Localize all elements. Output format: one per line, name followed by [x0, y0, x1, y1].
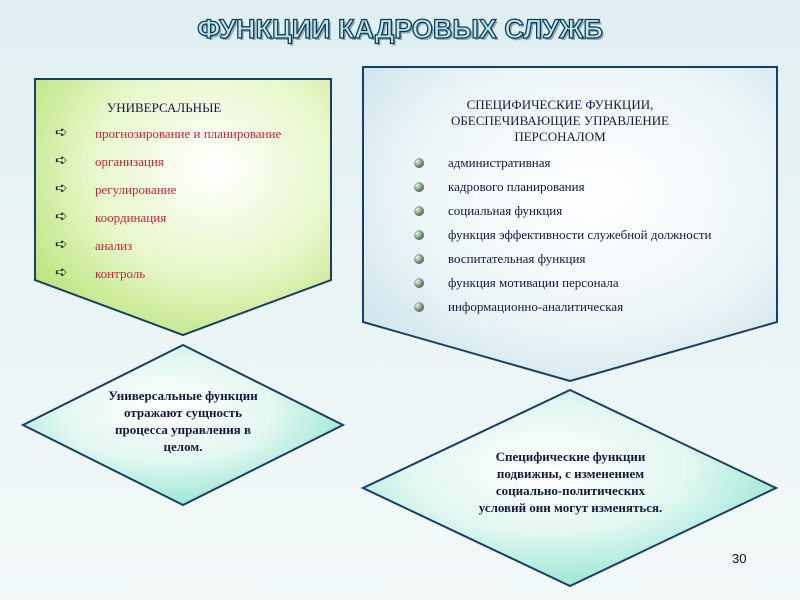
list-item: социальная функция	[410, 203, 730, 219]
specific-note-text: Специфические функции подвижны, с изменением социально-политических условий они могут изменяться.	[478, 449, 663, 515]
bullet-icon	[414, 182, 424, 192]
bullet-icon	[414, 206, 424, 216]
list-item: ➪ организация	[55, 153, 164, 169]
list-item: ➪ прогнозирование и планирование	[55, 125, 282, 141]
list-item: административная	[410, 155, 730, 171]
arrow-right-icon: ➪	[55, 265, 68, 281]
specific-functions-list	[410, 155, 730, 315]
list-item: функция мотивации персонала	[410, 275, 730, 291]
arrow-right-icon: ➪	[55, 153, 68, 169]
universal-functions-list	[55, 126, 315, 282]
list-item: информационно-аналитическая	[410, 299, 730, 315]
list-item: ➪ анализ	[55, 237, 133, 253]
arrow-right-icon: ➪	[55, 181, 68, 197]
list-item: функция эффективности служебной должности	[410, 227, 730, 243]
list-item: воспитательная функция	[410, 251, 730, 267]
arrow-right-icon: ➪	[55, 125, 68, 141]
list-item: кадрового планирования	[410, 179, 730, 195]
arrow-right-icon: ➪	[55, 237, 68, 253]
bullet-icon	[414, 230, 424, 240]
specific-functions-panel	[410, 97, 730, 323]
bullet-icon	[414, 158, 424, 168]
universal-functions-panel	[55, 100, 315, 294]
bullet-icon	[414, 254, 424, 264]
arrow-right-icon: ➪	[55, 209, 68, 225]
list-item: ➪ контроль	[55, 265, 146, 281]
universal-heading: УНИВЕРСАЛЬНЫЕ	[107, 100, 222, 115]
bullet-icon	[414, 302, 424, 312]
bullet-icon	[414, 278, 424, 288]
page-title: ФУНКЦИИ КАДРОВЫХ СЛУЖБ	[197, 14, 603, 44]
page-number: 30	[732, 551, 747, 566]
list-item: ➪ регулирование	[55, 181, 177, 197]
specific-heading: СПЕЦИФИЧЕСКИЕ ФУНКЦИИ, ОБЕСПЕЧИВАЮЩИЕ УПРАВЛЕНИЕ ПЕРСОНАЛОМ	[450, 97, 670, 144]
universal-note-text: Универсальные функции отражают сущность процесса управления в целом.	[108, 388, 258, 454]
list-item: ➪ координация	[55, 209, 167, 225]
